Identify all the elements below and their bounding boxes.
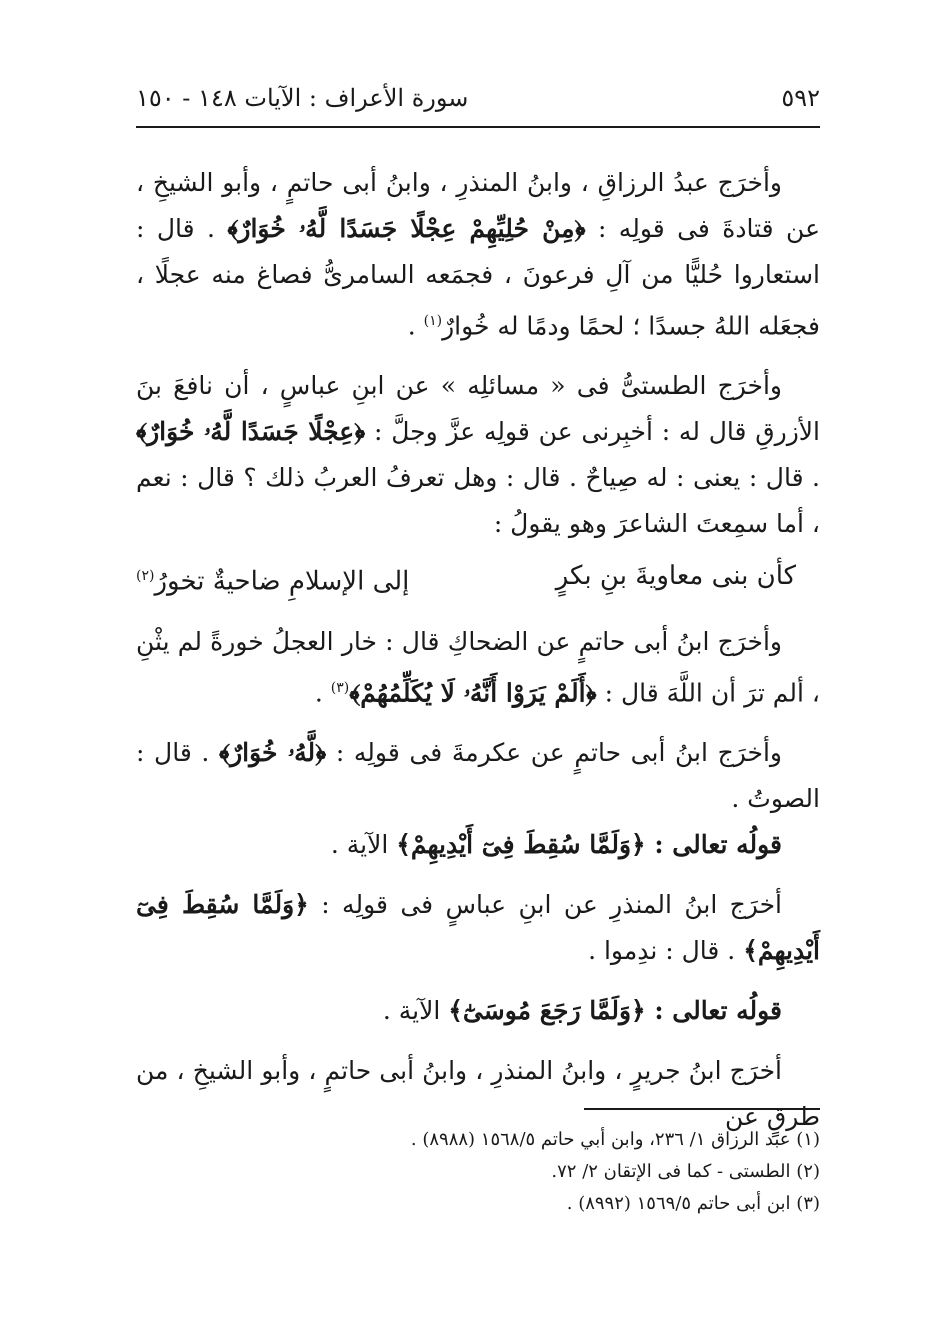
quran-quote: ﴿عِجْلًا جَسَدًا لَّهُۥ خُوَارٌ﴾ bbox=[136, 417, 366, 447]
text: أخرَج ابنُ المنذرِ عن ابنِ عباسٍ فى قولِه : bbox=[308, 890, 782, 920]
quran-quote: ﴿وَلَمَّا رَجَعَ مُوسَىٰٓ﴾ bbox=[448, 996, 646, 1026]
footnote-ref[interactable]: (١) bbox=[423, 313, 443, 329]
text: . قال : الصوتُ . bbox=[136, 738, 820, 814]
footnote-2: (٢) الطستى - كما فى الإتقان ٢/ ٧٢. bbox=[551, 1161, 820, 1182]
text: وأخرَج ابنُ أبى حاتمٍ عن عكرمةَ فى قولِه : bbox=[326, 738, 782, 768]
footnote-ref[interactable]: (٣) bbox=[330, 679, 350, 696]
footnote-3: (٣) ابن أبى حاتم ١٥٦٩/٥ (٨٩٩٢) . bbox=[566, 1193, 820, 1214]
running-title: سورة الأعراف : الآيات ١٤٨ - ١٥٠ bbox=[136, 84, 469, 112]
paragraph-1 bbox=[136, 160, 820, 349]
verse-first-hemistich: كأن بنى معاويةَ بنِ بكرٍ bbox=[555, 561, 796, 592]
text: الآية . bbox=[330, 830, 397, 860]
section-label: قولُه تعالى : bbox=[645, 830, 782, 860]
quran-quote: ﴿لَّهُۥ خُوَارٌ﴾ bbox=[219, 738, 327, 768]
text: إلى الإسلامِ ضاحيةٌ تخورُ bbox=[154, 566, 410, 597]
verse-second-hemistich bbox=[136, 553, 409, 605]
heading-verse-2 bbox=[136, 988, 820, 1034]
paragraph-6 bbox=[136, 882, 820, 974]
paragraph-4 bbox=[136, 730, 820, 822]
quran-quote: ﴿أَلَمْ يَرَوْا أَنَّهُۥ لَا يُكَلِّمُهُمْ﴾ bbox=[349, 678, 597, 708]
text: وأخرَج الطستىُّ فى « مسائلِه » عن ابنِ عباسٍ ، أن نافعَ بنَ الأزرقِ قال له : أخبِرنى عن قولِه عزَّ وجلَّ : bbox=[136, 371, 821, 447]
text: . bbox=[314, 678, 331, 708]
footnote-rule bbox=[584, 1108, 820, 1110]
text: الآية . bbox=[382, 996, 449, 1026]
text: . bbox=[407, 311, 424, 341]
paragraph-2 bbox=[136, 363, 820, 547]
quran-quote: ﴿وَلَمَّا سُقِطَ فِىٓ أَيْدِيهِمْ﴾ bbox=[136, 890, 820, 966]
quran-quote: ﴿وَلَمَّا سُقِطَ فِىٓ أَيْدِيهِمْ﴾ bbox=[396, 830, 646, 860]
page-number: ٥٩٢ bbox=[781, 84, 820, 112]
main-text bbox=[136, 160, 820, 1154]
text: وأخرَج عبدُ الرزاقِ ، وابنُ المنذرِ ، وابنُ أبى حاتمٍ ، وأبو الشيخِ ، عن قتادةَ فى قولِه : bbox=[136, 168, 820, 243]
footnote-ref[interactable]: (٢) bbox=[136, 568, 155, 585]
text: . قال : يعنى : له صِياحٌ . قال : وهل تعرفُ العربُ ذلك ؟ قال : نعم ، أما سمِعتَ الشاعرَ وهو يقولُ : bbox=[136, 463, 820, 539]
text: وأخرَج ابنُ أبى حاتمٍ عن الضحاكِ قال : خار العجلُ خورةً لم يثْنِ ، ألم ترَ أن اللَّهَ قال : bbox=[136, 626, 820, 708]
text: . قال : ندِموا . bbox=[588, 936, 744, 966]
quran-quote: ﴿مِنْ حُلِيِّهِمْ عِجْلًا جَسَدًا لَّهُۥ خُوَارٌ﴾ bbox=[227, 214, 586, 243]
section-label: قولُه تعالى : bbox=[645, 996, 782, 1026]
poetry-verse bbox=[136, 553, 820, 605]
footnotes bbox=[136, 1124, 820, 1220]
text: . قال : استعاروا حُليًّا من آلِ فرعونَ ، فجمَعه السامرىُّ فصاغ منه عجلًا ، فجعَله اللهُ جسدًا ؛ لحمًا ودمًا له خُوارٌ bbox=[136, 214, 820, 341]
text: أخرَج ابنُ جريرٍ ، وابنُ المنذرِ ، وابنُ أبى حاتمٍ ، وأبو الشيخِ ، من طرقٍ عن bbox=[136, 1056, 820, 1132]
footnote-1: (١) عبد الرزاق ١/ ٢٣٦، وابن أبي حاتم ١٥٦٨/٥ (٨٩٨٨) . bbox=[410, 1129, 820, 1150]
paragraph-3 bbox=[136, 619, 820, 716]
heading-verse-1 bbox=[136, 822, 820, 868]
page-header bbox=[136, 76, 820, 120]
header-rule bbox=[136, 126, 820, 128]
